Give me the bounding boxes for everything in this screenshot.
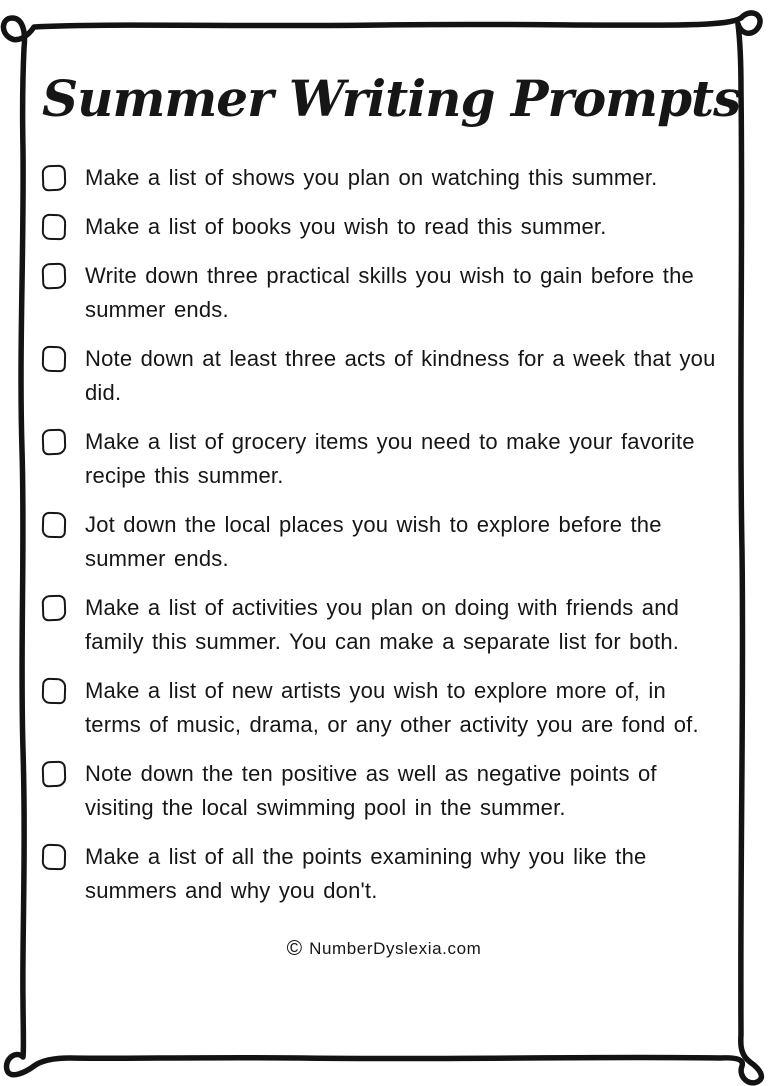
- prompt-item: [42, 508, 726, 576]
- prompt-item: [42, 161, 726, 195]
- prompt-text: Make a list of activities you plan on doing with friends and family this summer. You can make a separate list for both.: [85, 595, 680, 654]
- prompt-text: Make a list of grocery items you need to make your favorite recipe this summer.: [85, 429, 695, 488]
- prompt-text: Write down three practical skills you wish to gain before the summer ends.: [85, 263, 694, 322]
- prompt-item: [42, 342, 726, 410]
- prompt-checkbox[interactable]: [42, 595, 67, 622]
- prompt-checkbox[interactable]: [42, 346, 67, 373]
- prompt-text: Jot down the local places you wish to explore before the summer ends.: [85, 512, 662, 571]
- prompt-item: [42, 259, 726, 327]
- prompt-checkbox[interactable]: [42, 214, 67, 241]
- prompt-item: [42, 840, 726, 908]
- prompt-item: [42, 425, 726, 493]
- prompt-checkbox[interactable]: [42, 429, 67, 456]
- prompt-text: Make a list of books you wish to read this summer.: [85, 214, 607, 239]
- prompt-checkbox[interactable]: [42, 761, 67, 788]
- prompt-text: Make a list of new artists you wish to explore more of, in terms of music, drama, or any other activity you are fond of.: [85, 678, 699, 737]
- prompt-item: [42, 757, 726, 825]
- prompt-checkbox[interactable]: [42, 512, 67, 539]
- prompt-text: Make a list of shows you plan on watching this summer.: [85, 165, 658, 190]
- prompt-item: [42, 210, 726, 244]
- prompt-checkbox[interactable]: [42, 165, 67, 192]
- copyright-icon: ©: [286, 937, 303, 960]
- prompt-checkbox[interactable]: [42, 678, 67, 705]
- prompt-text: Make a list of all the points examining why you like the summers and why you don't.: [85, 844, 647, 903]
- prompt-checkbox[interactable]: [42, 844, 67, 871]
- page-content: [42, 66, 741, 960]
- prompt-item: [42, 591, 726, 659]
- page-title: Summer Writing Prompts: [42, 69, 741, 128]
- prompt-text: Note down at least three acts of kindness for a week that you did.: [85, 346, 716, 405]
- footer: [42, 938, 726, 959]
- prompt-item: [42, 674, 726, 742]
- prompt-list: [42, 161, 726, 908]
- prompt-text: Note down the ten positive as well as negative points of visiting the local swimming pool in the summer.: [85, 761, 657, 820]
- site-name: NumberDyslexia.com: [309, 938, 482, 958]
- prompt-checkbox[interactable]: [42, 263, 67, 290]
